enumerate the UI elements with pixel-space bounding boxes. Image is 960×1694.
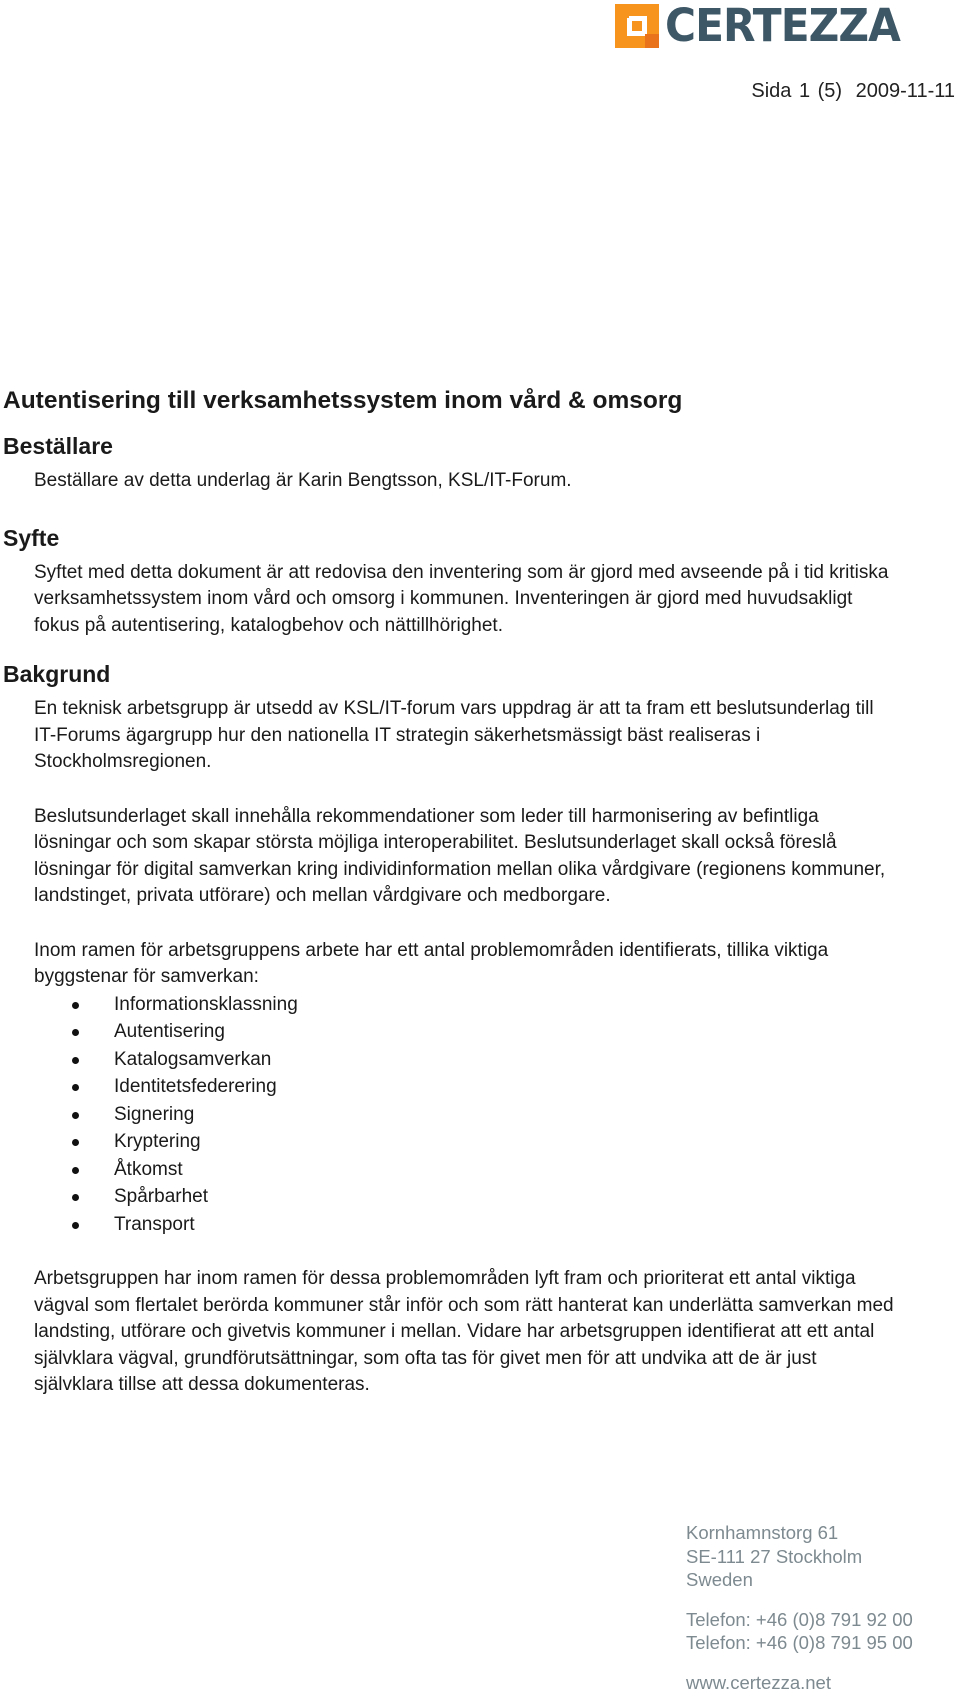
address-line: Kornhamnstorg 61	[686, 1521, 913, 1545]
list-item: Katalogsamverkan	[34, 1046, 903, 1074]
bakgrund-closing-paragraph: Arbetsgruppen har inom ramen för dessa problemområden lyft fram och prioriterat ett antal viktiga vägval som flertalet berörda kommuner står inför och som rätt hanterat kan underlätta samverkan med landsting, utförare och givetvis kommuner i mellan. Vidare har arbetsgruppen identifierat att ett antal självklara vägval, grundförutsättningar, som ofta tas för givet men för att undvika att de är just självklara tillse att dessa dokumenteras.	[34, 1266, 894, 1399]
page-number: Sida 1 (5)	[751, 80, 842, 102]
footer-phones	[686, 1608, 913, 1655]
list-item: Identitetsfederering	[34, 1073, 903, 1101]
problem-area-list	[34, 991, 903, 1239]
page-info	[745, 80, 955, 103]
address-line: SE-111 27 Stockholm	[686, 1545, 913, 1569]
phone-line: Telefon: +46 (0)8 791 92 00	[686, 1608, 913, 1632]
list-item: Kryptering	[34, 1128, 903, 1156]
section-heading-syfte: Syfte	[3, 525, 903, 552]
list-item: Transport	[34, 1211, 903, 1239]
document-body	[3, 380, 903, 1399]
list-item: Autentisering	[34, 1018, 903, 1046]
syfte-text: Syftet med detta dokument är att redovisa den inventering som är gjord med avseende på i tid kritiska verksamhetssystem inom vård och omsorg i kommunen. Inventeringen är gjord med huvudsakligt fokus på autentisering, katalogbehov och nättillhörighet.	[34, 560, 894, 640]
section-heading-bakgrund: Bakgrund	[3, 661, 903, 688]
footer-contact	[686, 1521, 913, 1694]
footer-address	[686, 1521, 913, 1592]
bestallare-text: Beställare av detta underlag är Karin Bengtsson, KSL/IT-Forum.	[34, 468, 894, 495]
list-item: Spårbarhet	[34, 1183, 903, 1211]
logo-mark-icon	[615, 4, 659, 48]
address-line: Sweden	[686, 1568, 913, 1592]
list-item: Signering	[34, 1101, 903, 1129]
phone-line: Telefon: +46 (0)8 791 95 00	[686, 1631, 913, 1655]
list-item: Åtkomst	[34, 1156, 903, 1184]
company-logo	[615, 4, 915, 48]
website-link[interactable]: www.certezza.net	[686, 1671, 913, 1694]
bakgrund-paragraph-3: Inom ramen för arbetsgruppens arbete har ett antal problemområden identifierats, tillika viktiga byggstenar för samverkan:	[34, 938, 894, 991]
document-title: Autentisering till verksamhetssystem inom vård & omsorg	[3, 387, 903, 415]
bakgrund-paragraph-1: En teknisk arbetsgrupp är utsedd av KSL/IT-forum vars uppdrag är att ta fram ett beslutsunderlag till IT-Forums ägargrupp hur den nationella IT strategin säkerhetsmässigt bäst realiseras i Stockholmsregionen.	[34, 696, 894, 776]
logo-text: CERTEZZA	[665, 4, 900, 48]
document-date: 2009-11-11	[856, 80, 955, 102]
bakgrund-paragraph-2: Beslutsunderlaget skall innehålla rekommendationer som leder till harmonisering av befintliga lösningar och som skapar största möjliga interoperabilitet. Beslutsunderlaget skall också föreslå lösningar för digital samverkan kring individinformation mellan olika vårdgivare (regionens kommuner, landstinget, privata utförare) och mellan vårdgivare och medborgare.	[34, 804, 894, 910]
list-item: Informationsklassning	[34, 991, 903, 1019]
section-heading-bestallare: Beställare	[3, 433, 903, 460]
